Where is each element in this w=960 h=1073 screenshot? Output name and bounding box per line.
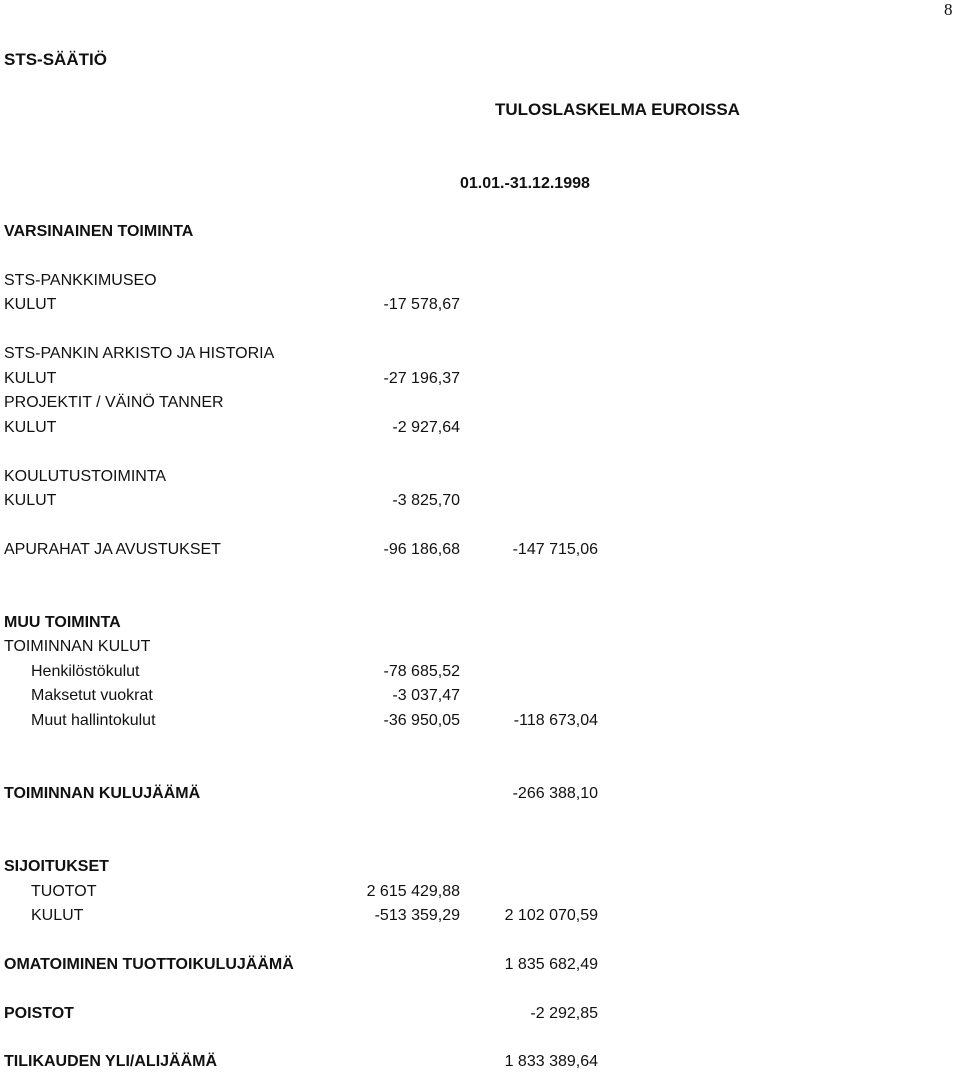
- section-heading-varsinainen: VARSINAINEN TOIMINTA: [4, 223, 194, 240]
- sijoitukset-kulut-value: -513 359,29: [374, 907, 460, 924]
- section-heading-muu: MUU TOIMINTA: [4, 614, 121, 631]
- kulujaama-label: TOIMINNAN KULUJÄÄMÄ: [4, 785, 201, 802]
- apurahat-value: -96 186,68: [383, 541, 460, 558]
- period-header: 01.01.-31.12.1998: [460, 175, 590, 192]
- arkisto-kulut-label: KULUT: [4, 370, 57, 387]
- koulutus-kulut-label: KULUT: [4, 492, 57, 509]
- tuotot-label: TUOTOT: [31, 883, 97, 900]
- varsinainen-total: -147 715,06: [512, 541, 598, 558]
- arkisto-label: STS-PANKIN ARKISTO JA HISTORIA: [4, 345, 275, 362]
- toiminnan-kulut-label: TOIMINNAN KULUT: [4, 638, 151, 655]
- arkisto-kulut-value: -27 196,37: [383, 370, 460, 387]
- poistot-total: -2 292,85: [530, 1005, 598, 1022]
- omatoiminen-total: 1 835 682,49: [504, 956, 598, 973]
- henkilosto-value: -78 685,52: [383, 663, 460, 680]
- vuokrat-value: -3 037,47: [392, 687, 460, 704]
- tilikausi-total: 1 833 389,64: [504, 1053, 598, 1070]
- tuotot-value: 2 615 429,88: [366, 883, 460, 900]
- henkilosto-label: Henkilöstökulut: [31, 663, 140, 680]
- kulujaama-total: -266 388,10: [512, 785, 598, 802]
- page-number: 8: [944, 0, 953, 19]
- muu-total: -118 673,04: [513, 712, 598, 729]
- vuokrat-label: Maksetut vuokrat: [31, 687, 153, 704]
- projektit-kulut-value: -2 927,64: [392, 419, 460, 436]
- projektit-label: PROJEKTIT / VÄINÖ TANNER: [4, 394, 224, 411]
- poistot-label: POISTOT: [4, 1005, 74, 1022]
- koulutus-label: KOULUTUSTOIMINTA: [4, 468, 167, 485]
- koulutus-kulut-value: -3 825,70: [392, 492, 460, 509]
- omatoiminen-label: OMATOIMINEN TUOTTOIKULUJÄÄMÄ: [4, 956, 294, 973]
- museo-kulut-value: -17 578,67: [383, 296, 460, 313]
- projektit-kulut-label: KULUT: [4, 419, 57, 436]
- museo-label: STS-PANKKIMUSEO: [4, 272, 157, 289]
- hallinto-value: -36 950,05: [383, 712, 460, 729]
- sijoitukset-total: 2 102 070,59: [504, 907, 598, 924]
- hallinto-label: Muut hallintokulut: [31, 712, 156, 729]
- sijoitukset-kulut-label: KULUT: [31, 907, 84, 924]
- apurahat-label: APURAHAT JA AVUSTUKSET: [4, 541, 221, 558]
- section-heading-sijoitukset: SIJOITUKSET: [4, 858, 109, 875]
- museo-kulut-label: KULUT: [4, 296, 57, 313]
- org-name: STS-SÄÄTIÖ: [4, 50, 107, 69]
- tilikausi-label: TILIKAUDEN YLI/ALIJÄÄMÄ: [4, 1053, 218, 1070]
- report-title: TULOSLASKELMA EUROISSA: [495, 100, 740, 119]
